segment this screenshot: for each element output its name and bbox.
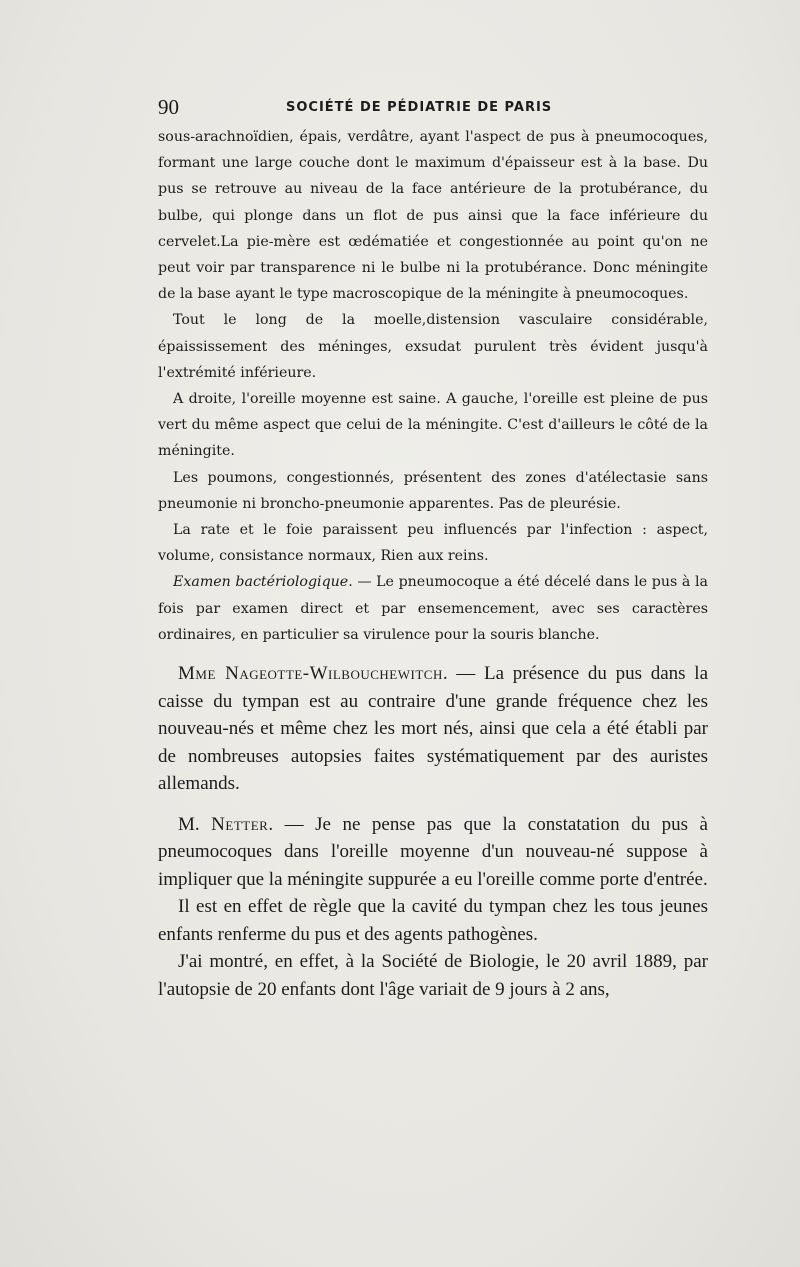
netter-remark [158, 811, 708, 894]
bacteriology-paragraph [158, 569, 708, 648]
discussion [158, 660, 708, 1003]
autopsy-paragraph: Les poumons, congestionnés, présentent des zones d'atélectasie sans pneumonie ni broncho-pneumonie apparentes. Pas de pleurésie. [158, 469, 708, 512]
autopsy-paragraph: La rate et le foie paraissent peu influencés par l'infection : aspect, volume, consistance normaux, Rien aux reins. [158, 522, 708, 565]
netter-paragraph: J'ai montré, en effet, à la Société de Biologie, le 20 avril 1889, par l'autopsie de 20 enfants dont l'âge variait de 9 jours à 2 ans, [158, 951, 708, 1000]
mme-remark [158, 660, 708, 798]
page-header [158, 95, 706, 119]
autopsy-paragraph: A droite, l'oreille moyenne est saine. A gauche, l'oreille est pleine de pus vert du même aspect que celui de la méningite. C'est d'ailleurs le côté de la méningite. [158, 391, 708, 460]
mme-speaker: Mme Nageotte-Wilbouchewitch [178, 663, 443, 685]
autopsy-paragraph: sous-arachnoïdien, épais, verdâtre, ayant l'aspect de pus à pneumocoques, formant une large couche dont le maximum d'épaisseur est à la base. Du pus se retrouve au niveau de la face antérieure de la protubérance, du bulbe, qui plonge dans un flot de pus ainsi que la face inférieure du cervelet.La pie-mère est œdématiée et congestionnée au point qu'on ne peut voir par transparence ni le bulbe ni la protubérance. Donc méningite de la base ayant le type macroscopique de la méningite à pneumocoques. [158, 129, 708, 303]
autopsy-paragraph: Tout le long de la moelle,distension vasculaire considérable, épaississement des méninges, exsudat purulent très évident jusqu'à l'extrémité inférieure. [158, 312, 708, 381]
netter-prefix: M. [178, 813, 212, 835]
bacteriology-text: . — Le pneumocoque a été décelé dans le pus à la fois par examen direct et par ensemencement, avec ses caractères ordinaires, en particulier sa virulence pour la souris blanche. [158, 574, 708, 643]
autopsy-report [158, 124, 708, 648]
running-title: SOCIÉTÉ DE PÉDIATRIE DE PARIS [286, 100, 553, 115]
mme-text: . — La présence du pus dans la caisse du tympan est au contraire d'une grande fréquence chez les nouveau-nés et même chez les mort nés, ainsi que cela a été établi par de nombreuses autopsies faites systématiquement par des auristes allemands. [158, 663, 708, 795]
netter-paragraph: Il est en effet de règle que la cavité du tympan chez les tous jeunes enfants renferme du pus et des agents pathogènes. [158, 896, 708, 945]
page-body [158, 124, 708, 1003]
netter-speaker: Netter [211, 813, 269, 835]
page-number: 90 [158, 95, 179, 119]
netter-text: . — Je ne pense pas que la constatation du pus à pneumocoques dans l'oreille moyenne d'un nouveau-né suppose à impliquer que la méningite suppurée a eu l'oreille comme porte d'entrée. [158, 813, 708, 890]
bacteriology-heading: Examen bactériologique [173, 574, 349, 591]
